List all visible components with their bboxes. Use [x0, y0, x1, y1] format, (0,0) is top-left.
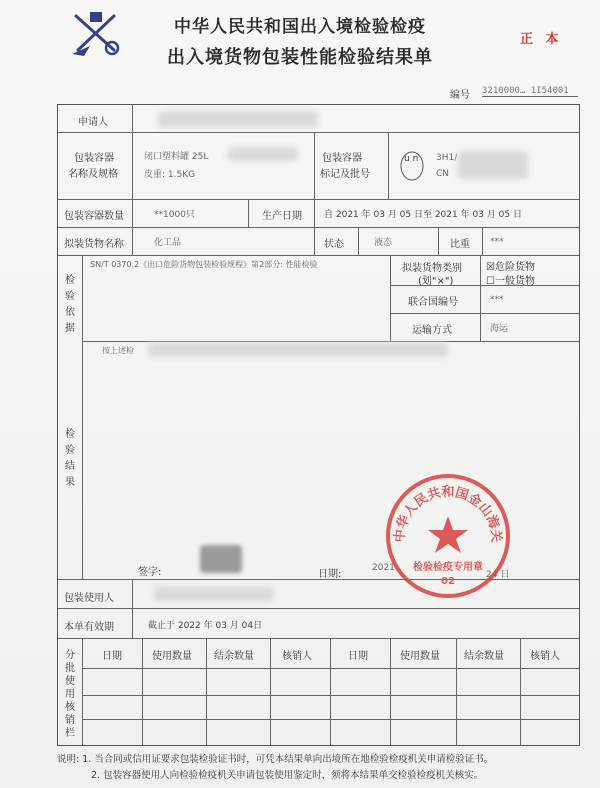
batch-header-balance-2: 结余数量	[464, 651, 504, 662]
redacted-mark	[458, 151, 528, 179]
batch-header-date-1: 日期	[102, 651, 122, 662]
document-title: 出入境货物包装性能检验结果单	[167, 47, 433, 68]
result-text: 按上述检	[102, 346, 134, 355]
batch-header-verifier-2: 核销人	[530, 651, 560, 662]
user-label: 包装使用人	[64, 593, 114, 604]
note-line-2: 2. 包装容器使用人向检验检疫机关申请包装使用鉴定时，须将本结果单交检验检疫机关核实。	[91, 770, 484, 781]
container-name-label: 包装容器	[74, 153, 114, 164]
batch-header-used-2: 使用数量	[400, 651, 440, 662]
signature-label: 签字:	[138, 567, 162, 578]
state-value: 液态	[374, 238, 393, 248]
mark-value-1: 3H1/	[436, 153, 458, 163]
quantity-label: 包装容器数量	[64, 211, 124, 222]
goods-category-label: 拟装货物类别	[402, 263, 462, 274]
signature-mark	[200, 545, 242, 573]
redacted-spec	[228, 147, 298, 161]
state-label: 状态	[324, 239, 344, 250]
date-value: 2021	[372, 563, 395, 573]
redacted-applicant	[158, 111, 318, 127]
batch-header-date-2: 日期	[348, 651, 368, 662]
official-seal	[382, 470, 514, 602]
goods-category-hint: (划"×")	[418, 276, 454, 287]
redacted-user	[154, 587, 274, 601]
batch-header-verifier-1: 核销人	[282, 651, 312, 662]
batch-label: 分批使用核销栏	[65, 650, 75, 739]
validity-value: 截止于 2022 年 03 月 04日	[148, 621, 263, 631]
batch-header-used-1: 使用数量	[152, 651, 192, 662]
result-label: 检验结果	[65, 429, 75, 488]
container-batch-label: 标记及批号	[320, 169, 370, 180]
density-label: 比重	[450, 239, 470, 250]
basis-label: 检验依据	[65, 275, 75, 334]
general-goods-checkbox: ☐一般货物	[486, 276, 535, 287]
quantity-value: **1000只	[154, 210, 195, 220]
un-mark-text: u n	[404, 154, 419, 164]
serial-number: 3210000… 1I54001	[482, 86, 578, 97]
agency-name: 中华人民共和国出入境检验检疫	[174, 17, 426, 37]
date-day: 24 日	[486, 570, 510, 580]
inspection-form	[57, 104, 580, 746]
un-number-label: 联合国编号	[408, 297, 458, 308]
container-mark-label: 包装容器	[322, 153, 362, 164]
dangerous-goods-checkbox: ☒危险货物	[486, 262, 535, 273]
container-name-value: 闭口塑料罐 25L	[144, 152, 209, 162]
un-number-value: ***	[490, 295, 504, 305]
seal-sub-text: 检验检疫专用章	[413, 562, 483, 573]
mark-value-2: CN	[436, 169, 450, 179]
note-line-1: 说明: 1. 当合同或信用证要求包装检验证书时，可凭本结果单向出境所在地检验检疫机关申请检验证书。	[57, 754, 494, 765]
density-value: ***	[490, 237, 504, 247]
notes	[57, 752, 493, 784]
production-date-label: 生产日期	[262, 211, 302, 222]
date-label: 日期:	[318, 569, 342, 580]
production-date-value: 自 2021 年 03 月 05 日至 2021 年 03 月 05 日	[324, 210, 522, 220]
seal-arc-text: 中华人民共和国金山海关	[392, 485, 504, 543]
redacted-result	[148, 343, 448, 357]
transport-label: 运输方式	[412, 325, 452, 336]
batch-header-balance-1: 结余数量	[214, 651, 254, 662]
validity-label: 本单有效期	[64, 622, 114, 633]
original-copy-mark: 正 本	[520, 32, 563, 47]
container-tare-value: 皮重: 1.5KG	[144, 170, 196, 180]
basis-value: SN/T 0370.2《出口危险货物包装检验规程》第2部分: 性能检验	[90, 260, 318, 269]
seal-code: 02	[441, 576, 455, 587]
goods-name-label: 拟装货物名称	[64, 239, 124, 250]
container-spec-label: 名称及规格	[68, 169, 118, 180]
transport-value: 海运	[490, 324, 509, 334]
serial-label: 编号	[450, 90, 470, 101]
goods-name-value: 化工品	[154, 238, 182, 248]
applicant-label: 申请人	[78, 117, 108, 128]
